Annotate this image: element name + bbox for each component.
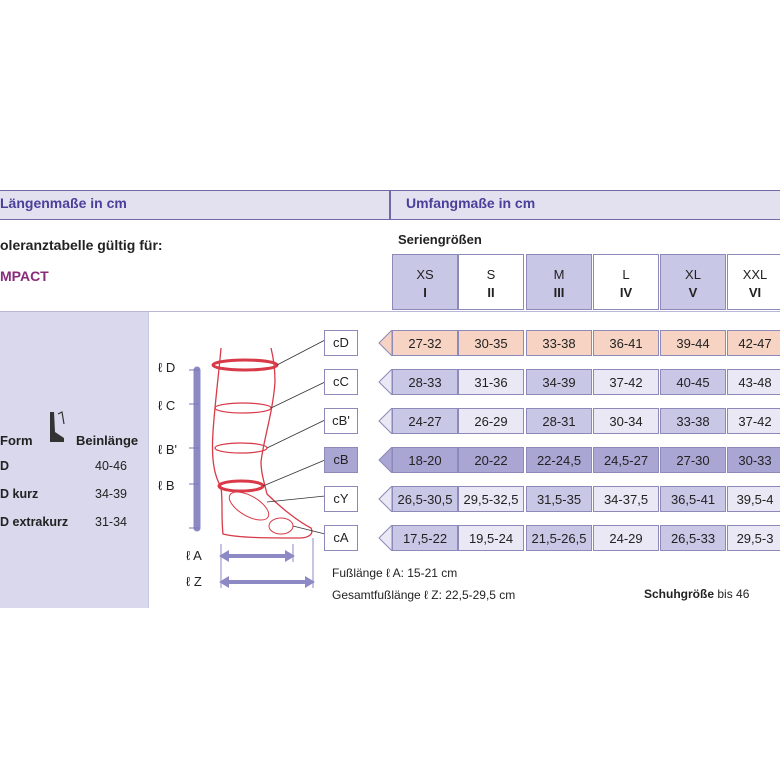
circumference-label: cD bbox=[324, 330, 358, 356]
size-header bbox=[458, 254, 524, 310]
circumference-label: cB' bbox=[324, 408, 358, 434]
row-pointer-icon bbox=[378, 330, 392, 356]
length-label-d: ℓ D bbox=[158, 360, 176, 375]
size-cell: 26,5-30,5 bbox=[392, 486, 458, 512]
size-cell: 26-29 bbox=[458, 408, 524, 434]
shoe-size-label: Schuhgröße bbox=[644, 587, 715, 601]
row-pointer-icon bbox=[378, 369, 392, 395]
row-pointer-icon bbox=[378, 447, 392, 473]
foot-length-note: Fußlänge ℓ A: 15-21 cm bbox=[332, 566, 458, 580]
tolerance-table-label: oleranztabelle gültig für: bbox=[0, 237, 163, 253]
form-row-value: 40-46 bbox=[95, 459, 127, 473]
size-cell: 20-22 bbox=[458, 447, 524, 473]
size-cell: 27-30 bbox=[660, 447, 726, 473]
form-row-label: D bbox=[0, 459, 10, 473]
circumference-label: cC bbox=[324, 369, 358, 395]
size-letter: S bbox=[486, 267, 496, 282]
size-header bbox=[593, 254, 659, 310]
row-pointer-icon bbox=[378, 525, 392, 551]
size-cell: 24-29 bbox=[593, 525, 659, 551]
length-label-c: ℓ C bbox=[158, 398, 176, 413]
size-cell: 28-31 bbox=[526, 408, 592, 434]
header-divider bbox=[389, 190, 391, 220]
size-cell: 37-42 bbox=[593, 369, 659, 395]
size-cell: 30-35 bbox=[458, 330, 524, 356]
form-row-label: D kurz bbox=[0, 487, 39, 501]
size-cell: 33-38 bbox=[526, 330, 592, 356]
size-chart-sheet bbox=[0, 188, 780, 608]
series-sizes-title: Seriengrößen bbox=[398, 232, 482, 247]
size-cell: 40-45 bbox=[660, 369, 726, 395]
size-cell: 30-33 bbox=[727, 447, 780, 473]
product-name: MPACT bbox=[0, 268, 49, 284]
size-roman: II bbox=[487, 285, 495, 300]
size-cell: 21,5-26,5 bbox=[526, 525, 592, 551]
row-pointer-icon bbox=[378, 408, 392, 434]
size-cell: 37-42 bbox=[727, 408, 780, 434]
size-cell: 31-36 bbox=[458, 369, 524, 395]
total-foot-length-note: Gesamtfußlänge ℓ Z: 22,5-29,5 cm bbox=[332, 588, 516, 602]
size-roman: IV bbox=[619, 285, 633, 300]
size-cell: 42-47 bbox=[727, 330, 780, 356]
size-letter: XS bbox=[416, 267, 434, 282]
size-letter: M bbox=[553, 267, 565, 282]
form-row-value: 34-39 bbox=[95, 487, 127, 501]
size-cell: 27-32 bbox=[392, 330, 458, 356]
size-roman: III bbox=[553, 285, 565, 300]
size-letter: XL bbox=[685, 267, 701, 282]
size-cell: 24,5-27 bbox=[593, 447, 659, 473]
form-column-header: Form bbox=[0, 433, 33, 448]
size-cell: 33-38 bbox=[660, 408, 726, 434]
circumference-label: cY bbox=[324, 486, 358, 512]
size-cell: 34-37,5 bbox=[593, 486, 659, 512]
circumference-label: cB bbox=[324, 447, 358, 473]
leg-length-column-header: Beinlänge bbox=[76, 433, 139, 448]
size-cell: 17,5-22 bbox=[392, 525, 458, 551]
size-header bbox=[660, 254, 726, 310]
row-pointer-icon bbox=[378, 486, 392, 512]
size-cell: 39,5-4 bbox=[727, 486, 780, 512]
size-header bbox=[392, 254, 458, 310]
size-cell: 31,5-35 bbox=[526, 486, 592, 512]
length-label-z: ℓ Z bbox=[186, 574, 202, 589]
size-cell: 19,5-24 bbox=[458, 525, 524, 551]
length-label-b1: ℓ B' bbox=[158, 442, 177, 457]
size-letter: XXL bbox=[742, 267, 768, 282]
size-cell: 29,5-32,5 bbox=[458, 486, 524, 512]
shoe-size-note bbox=[644, 587, 749, 601]
size-roman: V bbox=[688, 285, 698, 300]
size-cell: 26,5-33 bbox=[660, 525, 726, 551]
size-cell: 24-27 bbox=[392, 408, 458, 434]
size-cell: 39-44 bbox=[660, 330, 726, 356]
size-cell: 22-24,5 bbox=[526, 447, 592, 473]
form-row-label: D extrakurz bbox=[0, 515, 69, 529]
length-label-a: ℓ A bbox=[186, 548, 202, 563]
shoe-size-value: bis 46 bbox=[717, 587, 750, 601]
circumference-label: cA bbox=[324, 525, 358, 551]
length-measures-title: Längenmaße in cm bbox=[0, 195, 127, 211]
stocking-icon bbox=[44, 410, 72, 444]
size-cell: 28-33 bbox=[392, 369, 458, 395]
size-header bbox=[727, 254, 780, 310]
size-cell: 36-41 bbox=[593, 330, 659, 356]
size-cell: 30-34 bbox=[593, 408, 659, 434]
size-letter: L bbox=[622, 267, 630, 282]
size-cell: 34-39 bbox=[526, 369, 592, 395]
size-cell: 29,5-3 bbox=[727, 525, 780, 551]
size-cell: 18-20 bbox=[392, 447, 458, 473]
size-roman: I bbox=[423, 285, 427, 300]
size-roman: VI bbox=[748, 285, 762, 300]
size-cell: 36,5-41 bbox=[660, 486, 726, 512]
circumference-measures-title: Umfangmaße in cm bbox=[406, 195, 536, 211]
length-label-b: ℓ B bbox=[158, 478, 175, 493]
form-row-value: 31-34 bbox=[95, 515, 127, 529]
size-header bbox=[526, 254, 592, 310]
size-cell: 43-48 bbox=[727, 369, 780, 395]
